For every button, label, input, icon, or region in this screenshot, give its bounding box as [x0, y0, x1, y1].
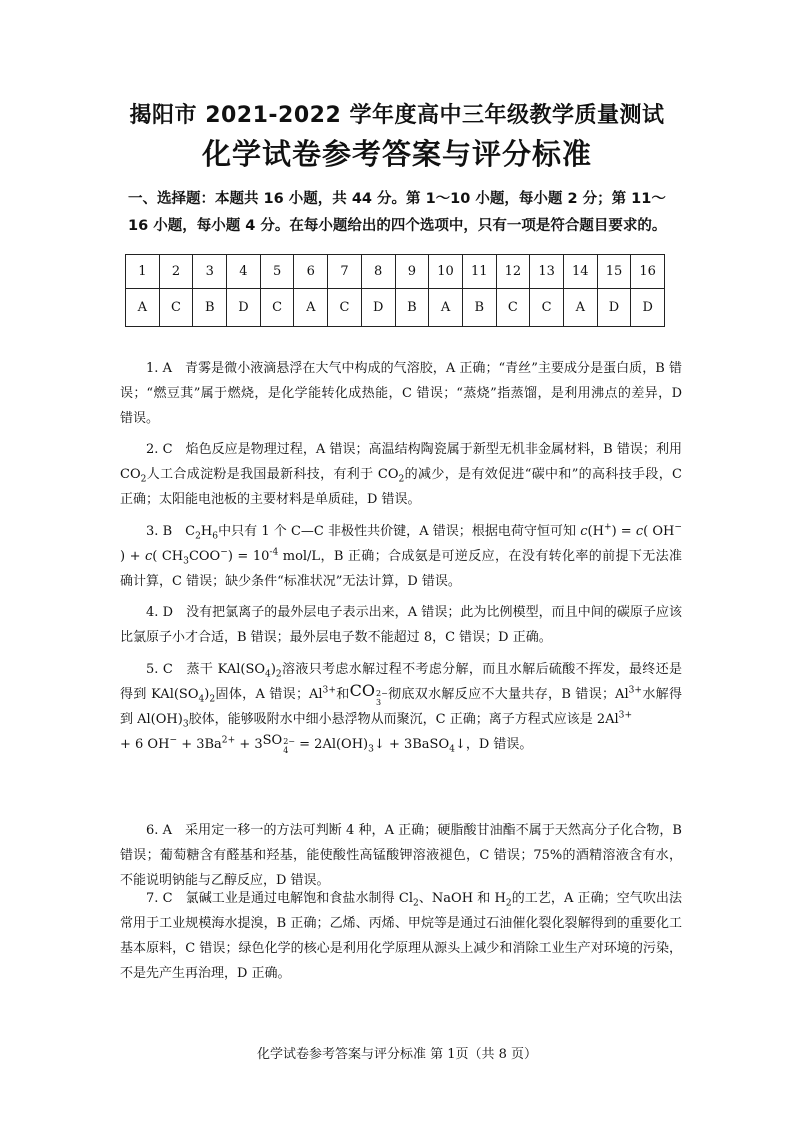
answer-cell: D — [597, 289, 631, 327]
answer-cell: D — [631, 289, 665, 327]
answer-cell: C — [159, 289, 193, 327]
answer-cell: C — [496, 289, 530, 327]
explanation-q7: 7. C 氯碱工业是通过电解饱和食盐水制得 $Cl_2$、NaOH 和 $H_2$的工艺，A 正确；空气吹出法常用于工业规模海水提溴，B 正确；乙烯、丙烯、甲烷等是通过石油催化裂化裂解得到的重要化工基本原料，C 错误；绿色化学的核心是利用化学原理从源头上减少和消除工业生产对环境的污染，不是先产生再治理，D 正确。 — [120, 891, 682, 981]
question-number-cell: 14 — [563, 255, 597, 289]
question-number-cell: 4 — [227, 255, 261, 289]
carbonate-ion: CO 2− 3 — [349, 680, 388, 707]
question-number-cell: 8 — [361, 255, 395, 289]
answer-cell: A — [126, 289, 160, 327]
explanation-q2: 2. C 焰色反应是物理过程，A 错误；高温结构陶瓷属于新型无机非金属材料，B 错误；利用 $CO_2$人工合成淀粉是我国最新科技，有利于 $CO_2$的减少，是有效促进“碳中和”的高科技手段，C 正确；太阳能电池板的主要材料是单质硅，D 错误。 — [120, 442, 682, 507]
question-number-cell: 12 — [496, 255, 530, 289]
question-number-cell: 1 — [126, 255, 160, 289]
question-number-cell: 7 — [328, 255, 362, 289]
page-footer: 化学试卷参考答案与评分标准 第 1页（共 8 页） — [256, 1047, 538, 1062]
answer-cell: A — [563, 289, 597, 327]
question-number-cell: 13 — [530, 255, 564, 289]
question-number-cell: 15 — [597, 255, 631, 289]
answer-cell: D — [361, 289, 395, 327]
exam-title: 揭阳市 2021-2022 学年度高中三年级教学质量测试 — [129, 103, 665, 128]
section-heading: 一、选择题：本题共 16 小题，共 44 分。第 1～10 小题，每小题 2 分；第 11～16 小题，每小题 4 分。在每小题给出的四个选项中，只有一项是符合题目要求的。 — [128, 191, 667, 234]
document-title: 化学试卷参考答案与评分标准 — [201, 137, 592, 171]
explanation-q3: 3. B $C_2H_6$中只有 1 个 C—C 非极性共价键，A 错误；根据电荷守恒可知 c(H+) = c( OH− ) + c( $CH_3COO^-) = 10^{-4}$ mol/L，B 正确；合成氨是可逆反应，在没有转化率的前提下无法准确计算，C 错误；缺少条件“标准状况”无法计算，D 错误。 — [120, 522, 682, 589]
answer-cell: A — [294, 289, 328, 327]
answer-cell: B — [395, 289, 429, 327]
question-number-cell: 3 — [193, 255, 227, 289]
question-number-cell: 16 — [631, 255, 665, 289]
answer-table — [125, 254, 665, 327]
explanation-q1: 1. A 青雾是微小液滴悬浮在大气中构成的气溶胶，A 正确；“青丝”主要成分是蛋白质，B 错误；“燃豆萁”属于燃烧，是化学能转化成热能，C 错误；“蒸烧”指蒸馏，是利用沸点的差异，D 错误。 — [120, 361, 682, 426]
question-number-cell: 2 — [159, 255, 193, 289]
question-number-cell: 10 — [429, 255, 463, 289]
answer-cell: B — [193, 289, 227, 327]
question-number-cell: 5 — [260, 255, 294, 289]
answer-cell: C — [530, 289, 564, 327]
question-number-row — [126, 255, 665, 289]
question-number-cell: 6 — [294, 255, 328, 289]
explanation-q4: 4. D 没有把氯离子的最外层电子表示出来，A 错误；此为比例模型，而且中间的碳原子应该比氯原子小才合适，B 错误；最外层电子数不能超过 8，C 错误；D 正确。 — [120, 605, 682, 645]
answer-cell: C — [260, 289, 294, 327]
answer-cell: D — [227, 289, 261, 327]
explanation-q5: 5. C 蒸干 $KAl(SO_4)_2$溶液只考虑水解过程不考虑分解，而且水解后硫酸不挥发，最终还是得到 $KAl(SO_4)_2$固体，A 错误；$Al^{3+}$和CO 2− 3 彻底双水解反应不大量共存，B 错误；$Al^{3+}$水解得到 $Al(OH)_3$胶体，能够吸附水中细小悬浮物从而聚沉，C 正确；离子方程式应该是 $2Al^{3+}$ + 6 $OH^- + 3Ba^{2+} + 3SO$ 2− 4 = $2Al(OH)_3↓$ + 3BaSO$_4$↓，D 错误。 — [120, 662, 683, 755]
answer-cell: B — [462, 289, 496, 327]
answer-row — [126, 289, 665, 327]
question-number-cell: 11 — [462, 255, 496, 289]
answer-cell: A — [429, 289, 463, 327]
sulfate-ion: SO 2− 4 — [262, 733, 296, 755]
explanation-q6: 6. A 采用定一移一的方法可判断 4 种，A 正确；硬脂酸甘油酯不属于天然高分子化合物，B 错误；葡萄糖含有醛基和羟基，能使酸性高锰酸钾溶液褪色，C 错误；75%的酒精溶液含有水，不能说明钠能与乙醇反应，D 错误。 — [120, 823, 682, 888]
question-number-cell: 9 — [395, 255, 429, 289]
answer-cell: C — [328, 289, 362, 327]
